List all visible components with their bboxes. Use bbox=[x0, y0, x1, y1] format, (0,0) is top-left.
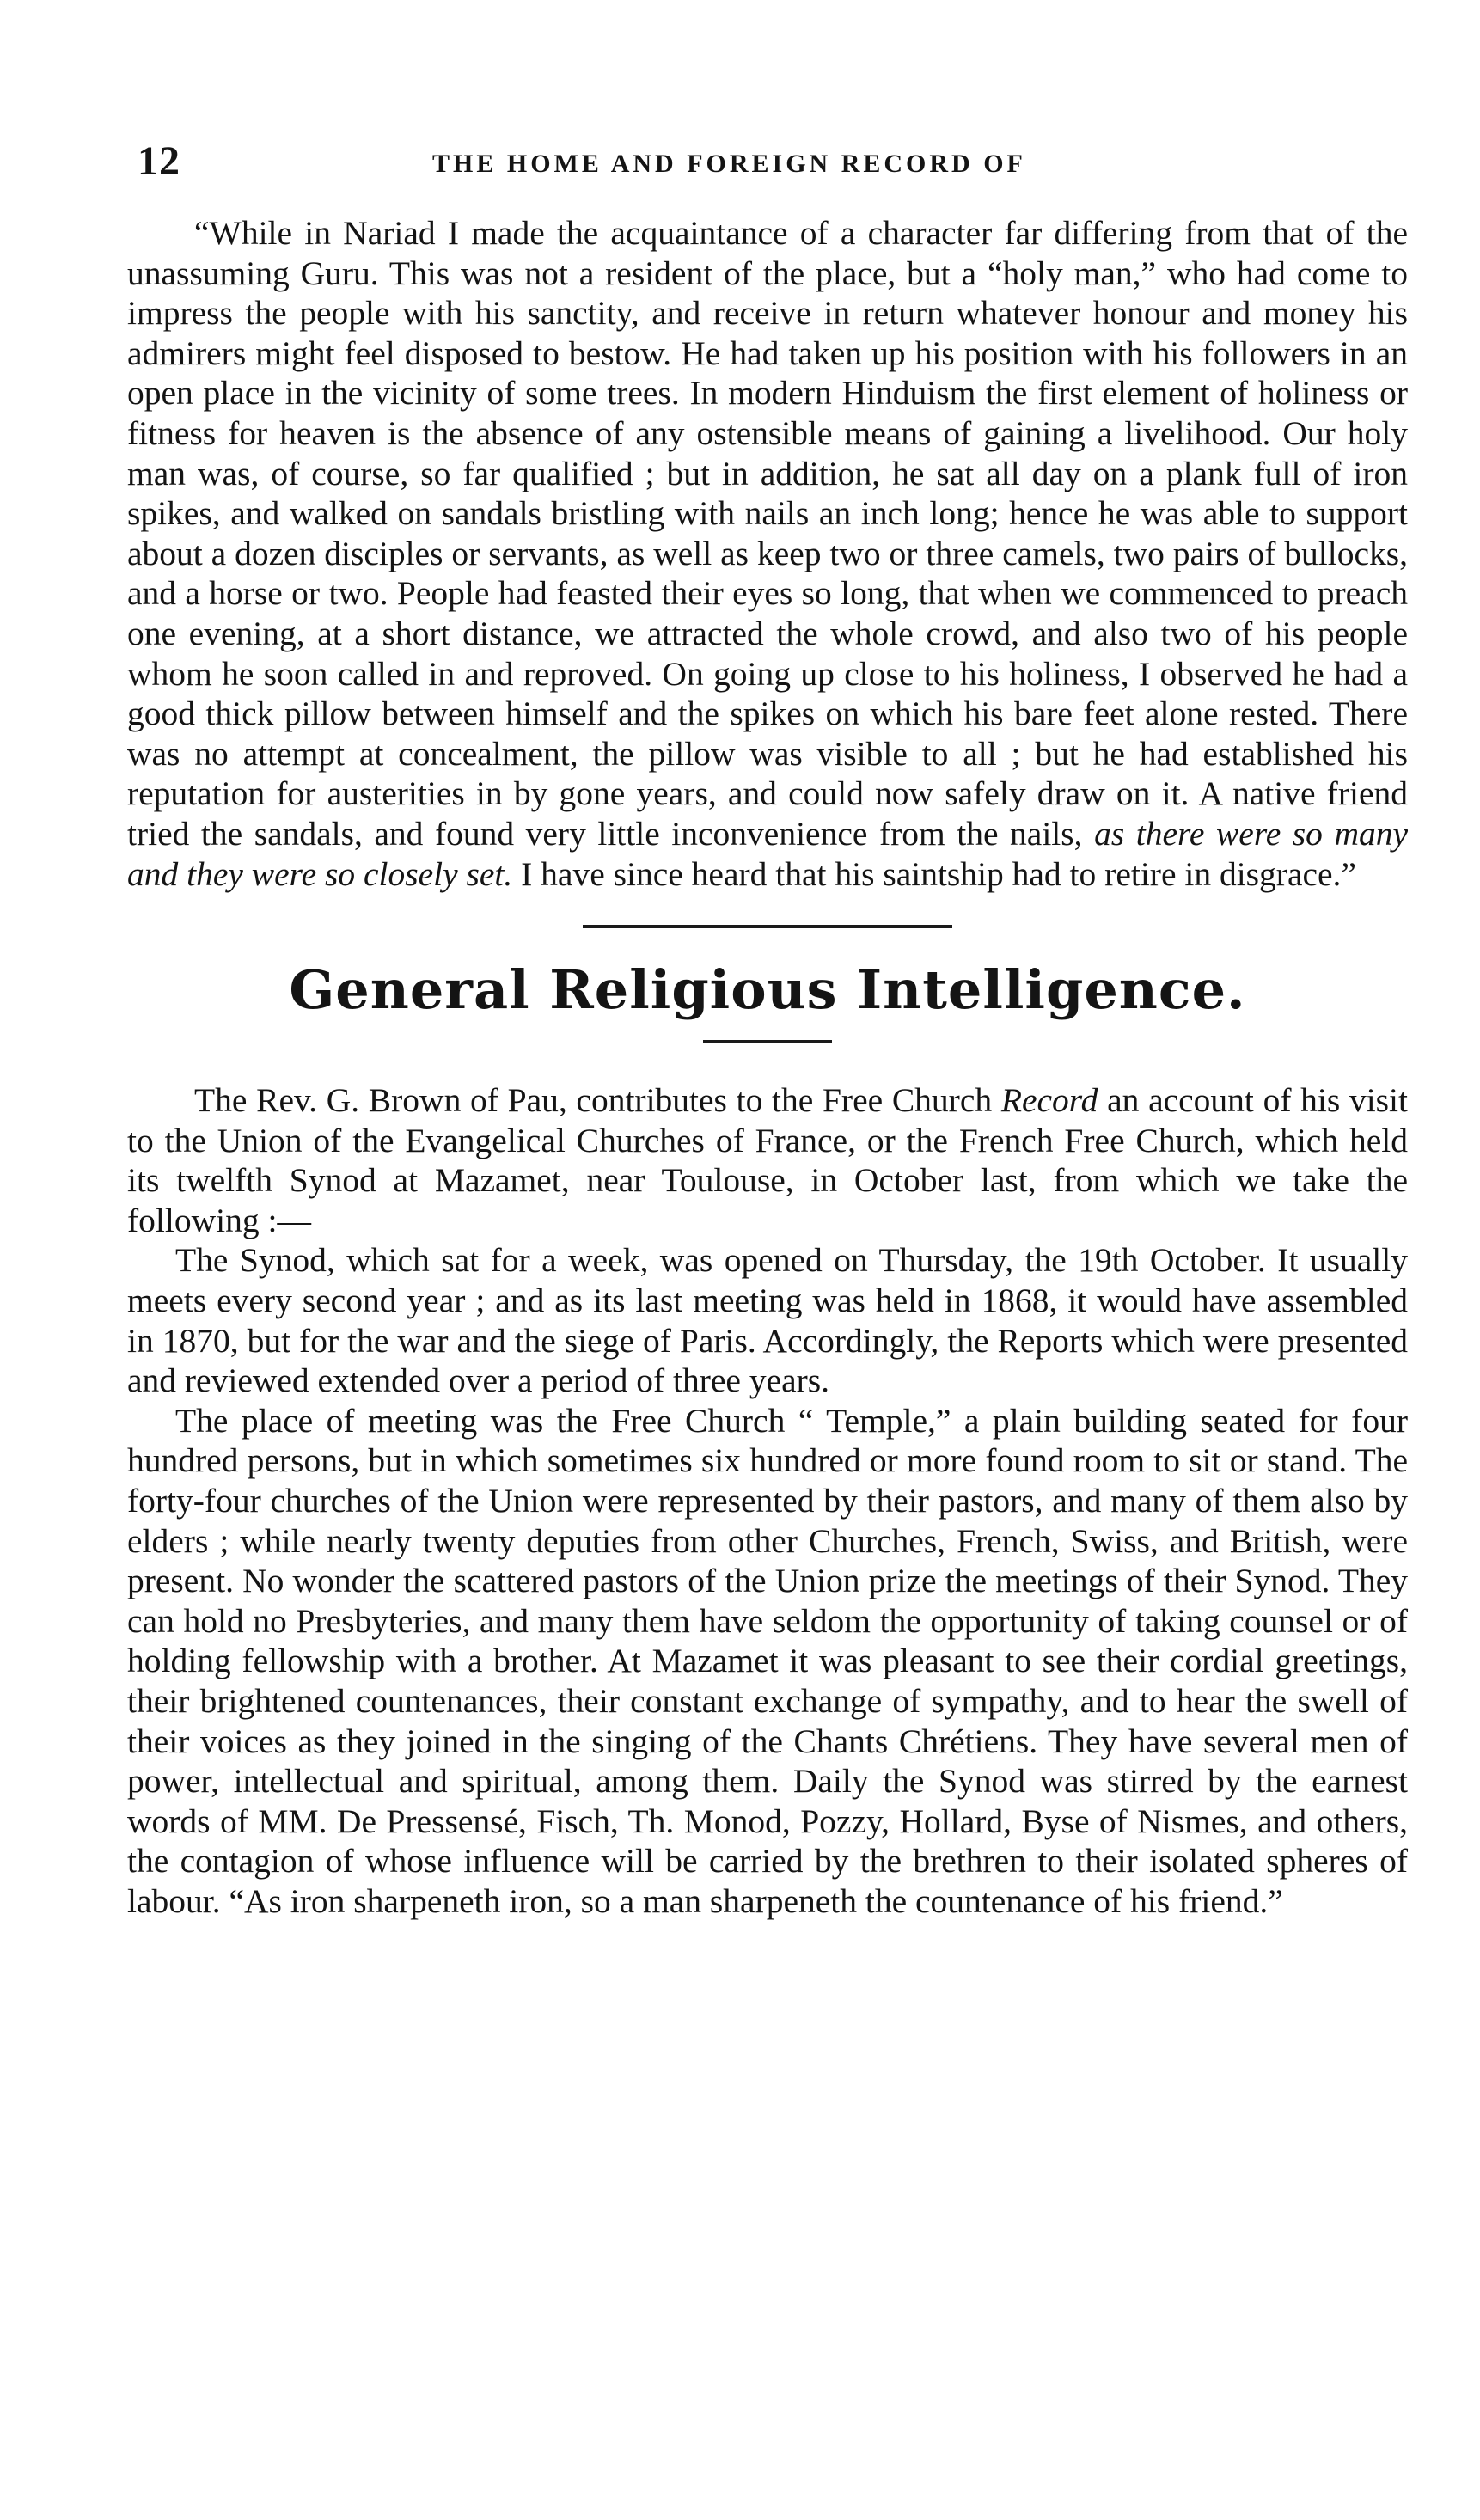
section-divider bbox=[583, 925, 952, 928]
running-title: THE HOME AND FOREIGN RECORD OF bbox=[432, 150, 1026, 178]
journal-page bbox=[127, 138, 1408, 1922]
p1-text-start: The Rev. G. Brown of Pau, contributes to the Free Church bbox=[194, 1081, 993, 1120]
p1-text-end: an account of his visit to the Union of the Evangelical Churches of France, or the French Free Church, which held its twelfth Synod at Mazamet, near Toulouse, in October last, from which we take the following :— bbox=[127, 1081, 1408, 1239]
heading-underline bbox=[703, 1040, 832, 1043]
quoted-passage bbox=[127, 213, 1408, 894]
quote-text-start: “While in Nariad I made the acquaintance of a character far differing from that of the unassuming Guru. This was not a resident of the place, but a “holy man,” who had come to impress the people with his sanctity, and receive in return whatever honour and money his admirers might feel disposed to bestow. He had taken up his position with his followers in an open place in the vicinity of some trees. In modern Hinduism the first element of holiness or fitness for heaven is the absence of any ostensible means of gaining a livelihood. Our holy man was, of course, so far qualified ; but in addition, he sat all day on a plank full of iron spikes, and walked on sandals bristling with nails an inch long; hence he was able to support about a dozen disciples or servants, as well as keep two or three camels, two pairs of bullocks, and a horse or two. People had feasted their eyes so long, that when we commenced to preach one evening, at a short distance, we attracted the whole crowd, and also two of his people whom he soon called in and reproved. On going up close to his holiness, I observed he had a good thick pillow between himself and the spikes on which his bare feet alone rested. There was no attempt at concealment, the pillow was visible to all ; but he had established his reputation for austerities in by gone years, and could now safely draw on it. A native friend tried the sandals, and found very little inconvenience from the nails, bbox=[127, 214, 1408, 853]
body-text bbox=[127, 213, 1408, 894]
quote-text-end: I have since heard that his saintship had to retire in disgrace.” bbox=[521, 854, 1356, 893]
article-paragraph-1 bbox=[127, 1080, 1408, 1240]
section-heading: General Religious Intelligence. bbox=[289, 958, 1246, 1022]
p1-italic-record: Record bbox=[1000, 1081, 1098, 1120]
running-head bbox=[127, 138, 1408, 189]
article-paragraph-3: The place of meeting was the Free Church “ Temple,” a plain building seated for four hundred persons, but in which sometimes six hundred or more found room to sit or stand. The forty-four churches of the Union were represented by their pastors, and many of them also by elders ; while nearly twenty deputies from other Churches, French, Swiss, and British, were present. No wonder the scattered pastors of the Union prize the meetings of their Synod. They can hold no Presbyteries, and many them have seldom the opportunity of taking counsel or of holding fellowship with a brother. At Mazamet it was pleasant to see their cordial greetings, their brightened countenances, their constant exchange of sympathy, and to hear the swell of their voices as they joined in the singing of the Chants Chrétiens. They have several men of power, intellectual and spiritual, among them. Daily the Synod was stirred by the earnest words of MM. De Pressensé, Fisch, Th. Monod, Pozzy, Hollard, Byse of Nismes, and others, the contagion of whose influence will be carried by the brethren to their isolated spheres of labour. “As iron sharpeneth iron, so a man sharpeneth the countenance of his friend.” bbox=[127, 1401, 1408, 1920]
article-body bbox=[127, 1080, 1408, 1921]
quote-italic-text: as there were so many and they were so closely set. bbox=[127, 814, 1409, 893]
article-paragraph-2: The Synod, which sat for a week, was opened on Thursday, the 19th October. It usually meets every second year ; and as its last meeting was held in 1868, it would have assembled in 1870, but for the war and the siege of Paris. Accordingly, the Reports which were presented and reviewed extended over a period of three years. bbox=[127, 1241, 1408, 1400]
page-number: 12 bbox=[138, 138, 180, 184]
